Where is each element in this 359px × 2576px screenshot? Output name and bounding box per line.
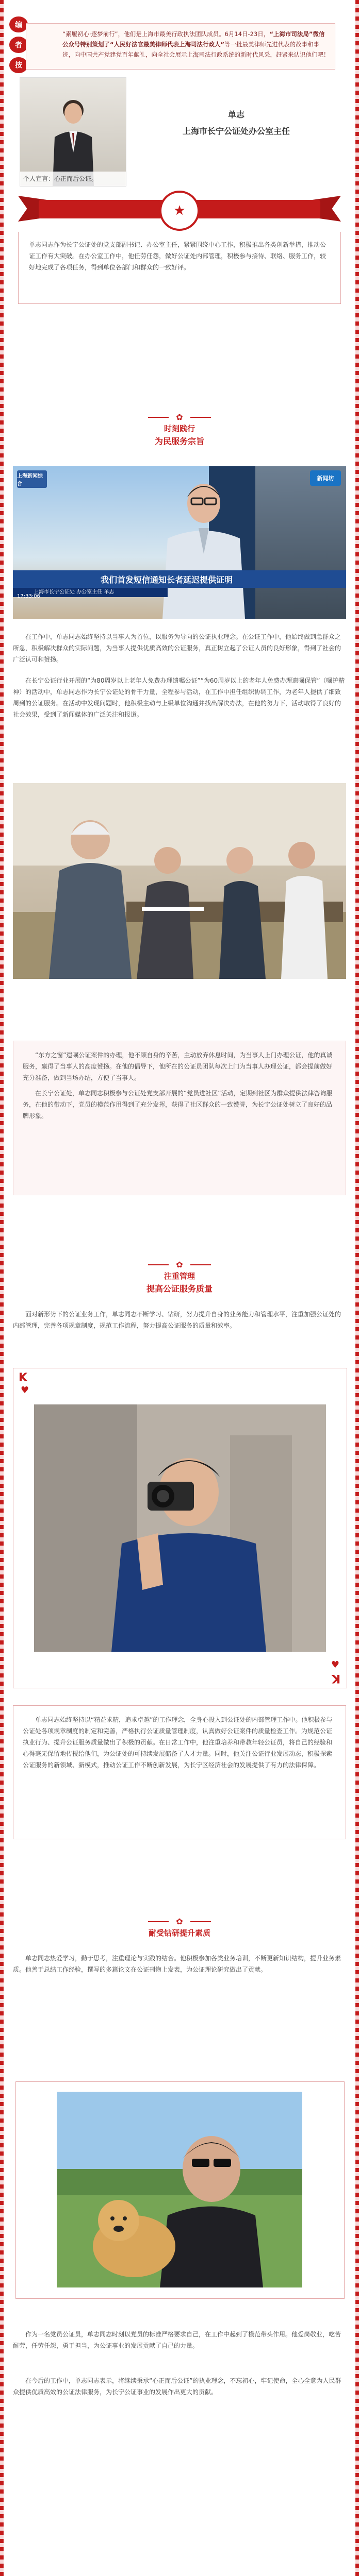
tag-char-2: 者 — [9, 37, 28, 53]
video-lower-third: 上海市长宁公证处 办公室主任 单志 — [13, 588, 168, 597]
section-ornament — [148, 412, 210, 422]
heart-icon: ♥ — [331, 1659, 339, 1670]
intro-text-before: “素履初心·逐梦前行”，他们是上海市最美行政执法团队成员。6月14日-23日， — [62, 30, 270, 38]
video-subtitle: 我们首发短信通知长者延迟提供证明 — [13, 570, 346, 588]
section3-paragraph: 单志同志热爱学习，勤于思考，注重理论与实践的结合。他积极参加各类业务培训，不断更新知识结构，提升业务素质。他善于总结工作经验，撰写的多篇论文在公证刊物上发表，为公证理论研究做出了贡献。 — [13, 1955, 341, 1973]
section-header-3 — [0, 1917, 359, 1958]
section-title-1a: 时刻践行 — [164, 424, 195, 433]
section1-paragraph-1: 在工作中，单志同志始终坚持以当事人为首位，以服务为导向的公证执业理念。在公证工作中，他始终做到急群众之所急，积极解决群众的实际问题，为当事人提供优质高效的公证服务，真正树立起了公证人员的良好形象，得到了社会的广泛认可和赞扬。 — [13, 633, 341, 663]
management-box: 单志同志始终坚持以“精益求精，追求卓越”的工作理念，全身心投入到公证处的内部管理工作中。他积极参与公证处各项规章制度的制定和完善，严格执行公证质量管理制度，认真做好公证案件的质量检查工作。为规范公证执业行为、提升公证服务质量做出了积极的贡献。在日常工作中，他注重培养和带教年轻公证员，将自己的经验和心得毫无保留地传授给他们，为公证处的可持续发展储备了人才力量。同时，他关注公证行业发展动态，积极探索公证服务的新领域、新模式，推动公证工作不断创新发展，为长宁区经济社会的发展提供了有力的法律保障。 — [13, 1705, 346, 1839]
editor-note — [26, 23, 335, 70]
heart-icon: ♥ — [21, 1385, 29, 1396]
flower-icon: ✿ — [176, 412, 183, 422]
portrait-name: 单志 — [227, 110, 244, 120]
video-timestamp: 17:33:06 — [17, 594, 40, 599]
section1-paragraph-2: 在长宁公证行业开展的“为80周岁以上老年人免费办理遗嘱公证”“为60周岁以上的老年人免费办理遗嘱保管”（嘱护精神）的活动中，单志同志作为长宁公证处的骨干力量，全程参与活动，在工作中担任组织协调工作，为老年人提供了细致周到的公证服务。在活动中发现问题时，他积极主动与上级单位沟通并找出解决办法，在他的努力下，活动取得了良好的社会效果，受到了新闻媒体的广泛关注和报道。 — [13, 677, 345, 718]
section-ornament — [148, 1260, 210, 1269]
flower-icon: ✿ — [176, 1917, 183, 1926]
portrait-photo — [20, 77, 126, 187]
portrait-card — [20, 77, 339, 185]
section2-paragraph: 面对新形势下的公证业务工作，单志同志不断学习、钻研，努力提升自身的业务能力和管理水平，注重加强公证处的内部管理，完善各项规章制度，规范工作流程，努力提高公证服务的质量和效率。 — [13, 1311, 341, 1329]
interviewee-figure — [157, 477, 250, 619]
section-title-3: 耐受钻研提升素质 — [148, 1928, 210, 1938]
tag-char-1: 编 — [9, 16, 28, 32]
ribbon-banner — [18, 191, 341, 232]
meeting-scene — [13, 783, 346, 979]
tag-char-3: 按 — [9, 57, 28, 73]
closing-paragraph-1: 作为一名党员公证员，单志同志时刻以党员的标准严格要求自己，在工作中起到了模范带头作用。他爱岗敬业，吃苦耐劳，任劳任怨，勇于担当，为公证事业的发展贡献了自己的力量。 — [13, 2331, 341, 2349]
dog-photo — [57, 2092, 302, 2287]
meeting-photo — [13, 783, 346, 979]
section-title-2a: 注重管理 — [164, 1272, 195, 1281]
dog-scene — [57, 2092, 302, 2287]
story-paragraph-1: “东方之窗”遗嘱公证案件的办理，他不顾自身的辛苦，主动放弃休息时间，为当事人上门办理公证，他的真诚服务，赢得了当事人的高度赞扬。在他的倡导下，他所在的公证员团队每次上门为当事人办理公证，都会提前做好充分准备，做到当场办结，方便了当事人。 — [23, 1052, 333, 1081]
section-header-1 — [0, 412, 359, 453]
card-rank-bottom: K — [331, 1672, 340, 1685]
intro-text-after: 等一批最美律师先进代表的故事和事迹，向中国共产党建党百年献礼，向全社会展示上海司法行政系统的新时代风采，赶紧来认识他们吧！ — [62, 41, 330, 58]
video-background-right — [255, 466, 346, 619]
closing-paragraph-2: 在今后的工作中，单志同志表示，将继续秉承“心正而后公证”的执业理念，不忘初心，牢记使命，全心全意为人民群众提供优质高效的公证法律服务，为长宁公证事业的发展作出更大的贡献。 — [13, 2377, 341, 2396]
section-title-1b: 为民服务宗旨 — [154, 436, 204, 446]
news-video-frame — [13, 466, 346, 619]
section-header-2 — [0, 1260, 359, 1301]
program-logo: 新闻坊 — [310, 470, 341, 486]
bio-box: 单志同志作为长宁公证处的党支部副书记、办公室主任，紧紧围绕中心工作，积极推出各类创新举措，推动公证工作有大突破。在办公室工作中，他任劳任怨，做好公证处内部管理，积极参与接待、联络、服务工作，较好地完成了各项任务，得到单位各部门和群众的一致好评。 — [18, 232, 341, 304]
portrait-title: 上海市长宁公证处办公室主任 — [182, 126, 290, 136]
card-rank-top: K — [19, 1371, 28, 1384]
story-paragraph-2: 在长宁公证处，单志同志积极参与公证处党支部开展的“党员进社区”活动，定期到社区为群众提供法律咨询服务，在他的带动下，党员的模范作用得到了充分发挥，获得了社区群众的一致赞誉，为长宁公证处树立了良好的品牌形象。 — [23, 1090, 333, 1120]
channel-logo: 上海新闻综合 — [17, 470, 47, 488]
closing-section — [13, 2329, 346, 2576]
emblem-icon: ★ — [159, 191, 200, 231]
poker-card-frame — [13, 1368, 347, 1688]
intro-text-highlight: “上海市司法局”微信公众号特别策划了“人民好法官最美律师代表上海司法行政人” — [62, 30, 325, 48]
flower-icon: ✿ — [176, 1260, 183, 1269]
section-title-2b: 提高公证服务质量 — [146, 1284, 213, 1294]
photographer-photo — [34, 1404, 326, 1652]
photographer-scene — [34, 1404, 326, 1652]
portrait-caption: 个人宣言：心正而后公证。 — [20, 172, 126, 186]
story-box — [13, 1041, 346, 1195]
section-ornament — [148, 1917, 210, 1926]
